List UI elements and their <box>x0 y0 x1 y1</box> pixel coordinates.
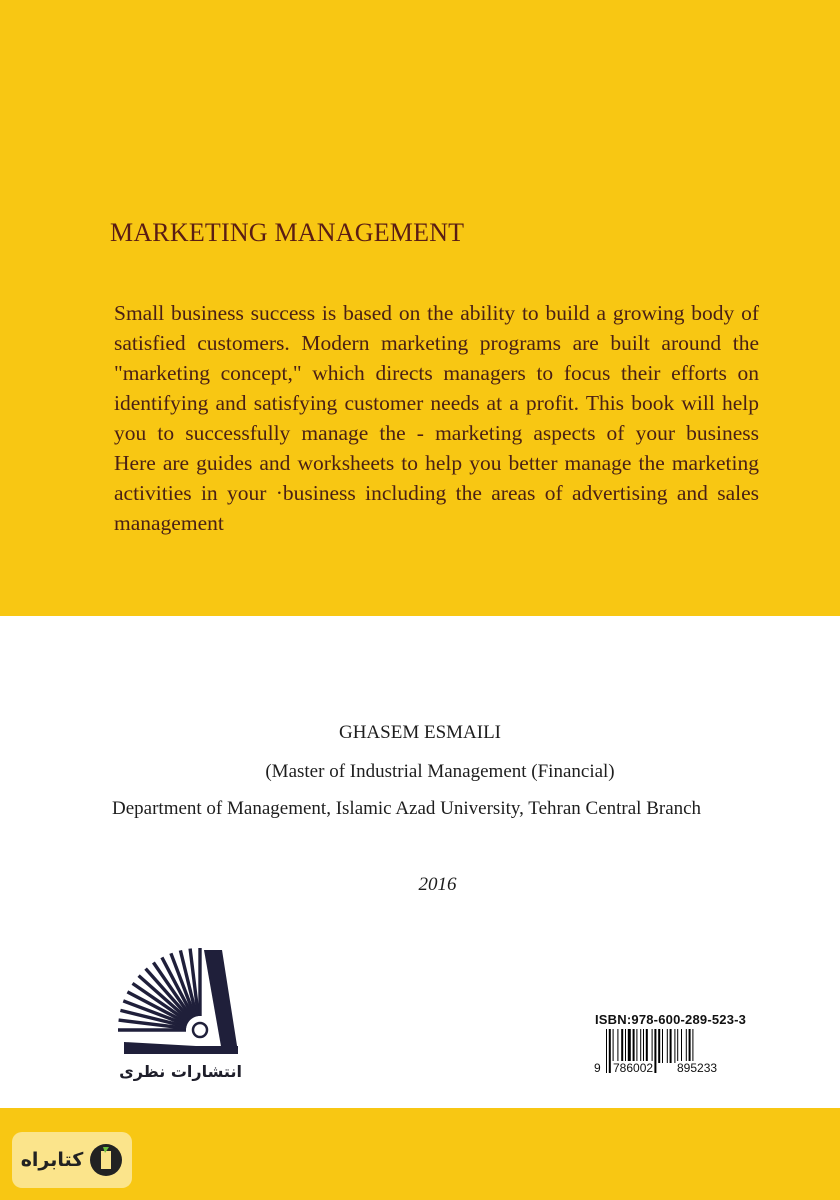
author-department: Department of Management, Islamic Azad University, Tehran Central Branch <box>112 798 702 819</box>
barcode-digits-left: 786002 <box>613 1061 654 1075</box>
publisher-name: انتشارات نظری <box>119 1062 242 1081</box>
book-title: MARKETING MANAGEMENT <box>110 218 465 247</box>
barcode-digit-first: 9 <box>594 1061 601 1075</box>
author-degree: (Master of Industrial Management (Financial) <box>265 761 615 782</box>
ketabrah-badge[interactable] <box>12 1132 132 1188</box>
author-name: GHASEM ESMAILI <box>338 722 502 743</box>
publication-year: 2016 <box>418 874 457 895</box>
barcode-digits-right: 895233 <box>677 1061 718 1075</box>
blurb-paragraph-1: Small business success is based on the ability to build a growing body of satisfied customers. Modern marketing programs are built around the "marketing concept," which directs managers to focus their efforts on identifying and satisfying customer needs at a profit. This book will help you to successfully manage the - marketing aspects of your business <box>114 301 759 445</box>
back-cover-blurb <box>114 298 759 538</box>
blurb-paragraph-2: Here are guides and worksheets to help you better manage the marketing activities in your ·business including the areas of advertising and sales management <box>114 451 759 535</box>
sunburst-book-logo-icon <box>118 946 243 1058</box>
isbn-label: ISBN:978-600-289-523-3 <box>595 1012 747 1027</box>
badge-label: کتابراه <box>20 1149 84 1171</box>
ketabrah-logo-icon <box>89 1143 123 1177</box>
